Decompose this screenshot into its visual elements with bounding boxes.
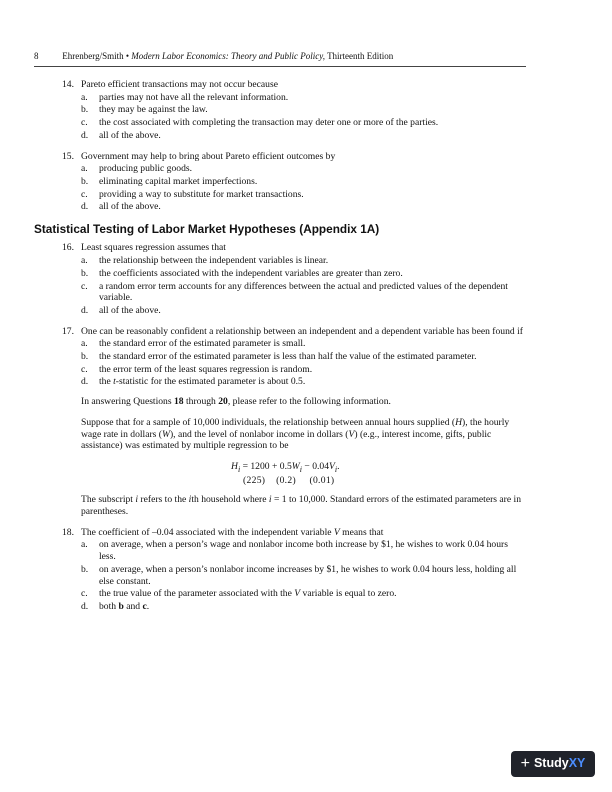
option-c [81, 281, 524, 304]
option-letter: b. [81, 104, 89, 116]
option-text: producing public goods. [99, 163, 192, 175]
option-c [81, 588, 524, 600]
setup-paragraph [81, 417, 524, 452]
bold-number: 20 [218, 396, 228, 408]
text-run: through [183, 396, 219, 408]
option-text: providing a way to substitute for market transactions. [99, 188, 304, 200]
logo-study: Study [533, 756, 569, 771]
option-a [81, 255, 524, 267]
option-a [81, 539, 524, 562]
standard-errors: (225) (0.2) (0.01) [243, 474, 335, 486]
option-b [81, 268, 524, 280]
logo-xy: XY [568, 756, 586, 771]
option-text: the cost associated with completing the transaction may deter one or more of the parties. [99, 117, 439, 129]
subscript-i: i [334, 464, 338, 474]
option-letter: b. [81, 267, 89, 279]
plus-icon: + [520, 755, 530, 773]
option-letter: c. [81, 588, 88, 600]
text-run: the true value of the parameter associated with the [99, 588, 295, 600]
text-run: -statistic for the estimated parameter is about 0.5. [115, 376, 306, 388]
header-edition: Thirteenth Edition [327, 51, 394, 61]
var-v: V [348, 428, 355, 440]
bold-number: 18 [174, 396, 184, 408]
option-b [81, 104, 524, 116]
option-letter: a. [81, 255, 88, 267]
option-c [81, 364, 524, 376]
bold-letter: c [142, 600, 147, 612]
text-run: means that [339, 526, 384, 538]
option-letter: a. [81, 338, 88, 350]
regression-equation [81, 461, 524, 486]
studyxy-logo[interactable] [511, 751, 595, 777]
option-d [81, 201, 524, 213]
option-text: parties may not have all the relevant information. [99, 91, 289, 103]
question-number: 16. [62, 242, 74, 254]
italic-t: t [113, 376, 116, 388]
equation-line [231, 461, 340, 472]
option-letter: c. [81, 188, 88, 200]
option-letter: a. [81, 539, 88, 551]
option-text: the coefficients associated with the independent variables are greater than zero. [99, 267, 403, 279]
text-run: = 1 to 10,000. Standard errors of the estimated parameters are in parentheses. [81, 494, 521, 518]
question-15 [62, 151, 524, 214]
subscript-i: i [299, 464, 303, 474]
text-run: The subscript [81, 494, 136, 506]
option-letter: d. [81, 600, 89, 612]
text-run: ), and the level of nonlabor income in dollars ( [169, 428, 349, 440]
option-a [81, 92, 524, 104]
option-text: the standard error of the estimated parameter is small. [99, 338, 306, 350]
running-header [34, 51, 526, 67]
text-run: ) (e.g., interest income, gifts, public assistance) was estimated by multiple regression to be [81, 428, 492, 452]
text-run: and [123, 600, 143, 612]
subscript-note [81, 494, 524, 517]
option-letter: c. [81, 363, 88, 375]
option-text: the standard error of the estimated parameter is less than half the value of the estimated parameter. [99, 351, 477, 363]
option-b [81, 351, 524, 363]
question-16 [62, 242, 524, 316]
question-17 [62, 326, 524, 518]
option-letter: d. [81, 376, 89, 388]
header-bullet: • [125, 51, 129, 61]
option-text [99, 601, 149, 612]
text-run: In answering Questions [81, 396, 174, 408]
option-b [81, 176, 524, 188]
italic-i: i [188, 494, 192, 506]
section-heading: Statistical Testing of Labor Market Hypotheses (Appendix 1A) [34, 222, 380, 237]
subscript-i: i [237, 464, 241, 474]
option-text: the error term of the least squares regression is random. [99, 363, 313, 375]
italic-i: i [268, 494, 272, 506]
option-text: eliminating capital market imperfections. [99, 175, 258, 187]
var-h: H [455, 416, 463, 428]
option-d [81, 601, 524, 613]
option-letter: c. [81, 280, 88, 292]
option-d [81, 305, 524, 317]
question-stem: One can be reasonably confident a relationship between an independent and a dependent variable has been found if [81, 325, 523, 337]
option-text [99, 376, 305, 387]
option-letter: a. [81, 91, 88, 103]
option-text: all of the above. [99, 304, 161, 316]
option-text: they may be against the law. [99, 104, 208, 116]
option-text: on average, when a person’s wage and nonlabor income both increase by $1, he wishes to work 0.04 hours less. [99, 539, 508, 563]
text-run: th household where [191, 494, 269, 506]
var-v: V [333, 526, 340, 538]
option-a [81, 163, 524, 175]
header-book-title: Modern Labor Economics: Theory and Public Policy, [131, 51, 325, 61]
question-number: 17. [62, 325, 74, 337]
option-text: on average, when a person’s nonlabor income increases by $1, he wishes to work 0.04 hours less, holding all else constant. [99, 563, 517, 587]
option-b [81, 564, 524, 587]
text-run: Suppose that for a sample of 10,000 individuals, the relationship between annual hours supplied ( [81, 416, 456, 428]
var-w: W [291, 460, 300, 472]
header-authors: Ehrenberg/Smith [62, 51, 124, 61]
option-d [81, 376, 524, 388]
question-14 [62, 79, 524, 142]
option-letter: d. [81, 304, 89, 316]
question-number: 14. [62, 79, 74, 90]
text-run: . [337, 460, 340, 472]
option-text: all of the above. [99, 129, 161, 141]
option-text: a random error term accounts for any differences between the actual and predicted values of the dependent variable. [99, 280, 508, 304]
option-letter: b. [81, 563, 89, 575]
var-w: W [161, 428, 170, 440]
text-run: ), the hourly wage rate in dollars ( [81, 416, 510, 440]
var-v: V [329, 460, 335, 472]
question-18 [62, 527, 524, 613]
bold-letter: b [118, 600, 124, 612]
text-run: refers to the [138, 494, 189, 506]
question-stem: Least squares regression assumes that [81, 242, 226, 254]
option-c [81, 189, 524, 201]
option-letter: c. [81, 117, 88, 129]
option-letter: b. [81, 351, 89, 363]
option-text: the relationship between the independent variables is linear. [99, 255, 329, 267]
option-text: all of the above. [99, 201, 161, 213]
question-stem: Government may help to bring about Pareto efficient outcomes by [81, 150, 336, 162]
text-run: both [99, 600, 119, 612]
text-run: = 1200 + 0.5 [240, 460, 292, 472]
text-run: the [99, 376, 114, 388]
option-a [81, 338, 524, 350]
instruction-paragraph [81, 396, 524, 408]
question-number: 15. [62, 150, 74, 162]
option-letter: a. [81, 163, 88, 175]
page-content [34, 79, 524, 622]
text-run: variable is equal to zero. [300, 588, 397, 600]
text-run: − 0.04 [302, 460, 330, 472]
option-d [81, 130, 524, 142]
option-c [81, 117, 524, 129]
question-number: 18. [62, 526, 74, 538]
option-letter: d. [81, 129, 89, 141]
option-text [99, 588, 397, 599]
page-number: 8 [34, 51, 39, 61]
text-run: , please refer to the following information. [227, 396, 391, 408]
italic-i: i [135, 494, 139, 506]
option-letter: d. [81, 201, 89, 213]
question-stem [81, 527, 524, 539]
option-letter: b. [81, 175, 89, 187]
text-run: The coefficient of –0.04 associated with the independent variable [81, 526, 334, 538]
var-v: V [294, 588, 301, 600]
var-h: H [231, 460, 238, 472]
question-stem: Pareto efficient transactions may not occur because [81, 79, 278, 90]
text-run: . [146, 600, 150, 612]
